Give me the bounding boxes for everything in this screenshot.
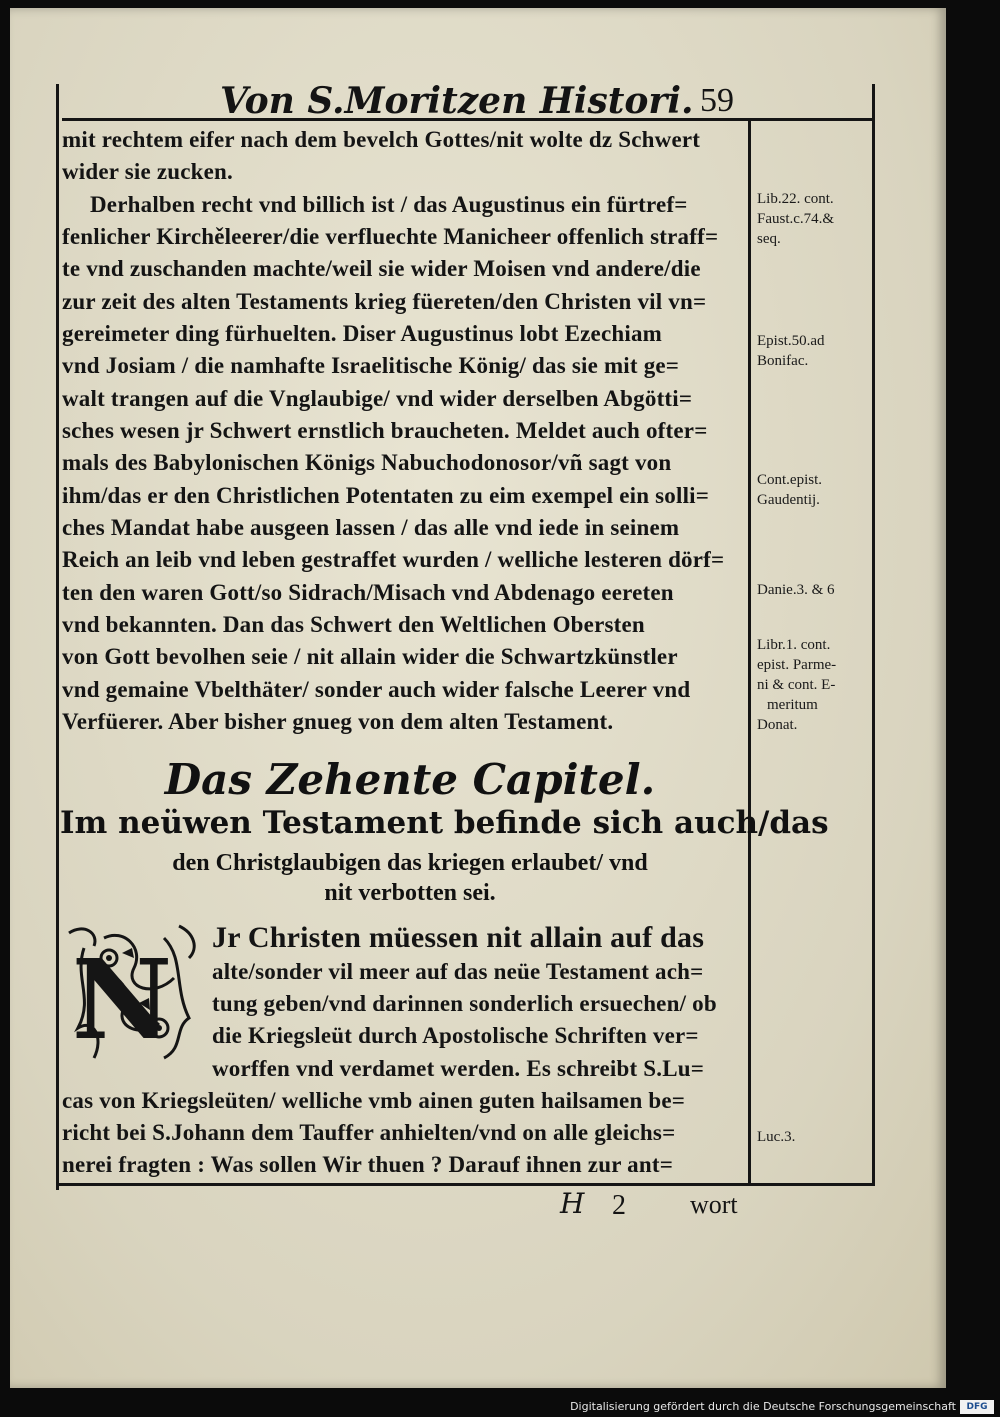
marginal-note-line: ni & cont. E- [757,677,836,693]
chapter-title: Das Zehente Capitel. [164,755,656,804]
signature-number: 2 [612,1190,626,1221]
text-line: Verfüerer. Aber bisher gnueg von dem alten Testament. [62,709,614,734]
marginal-note [757,580,877,600]
marginal-note [757,189,877,249]
text-line: sches wesen jr Schwert ernstlich braucheten. Meldet auch ofter= [62,418,708,443]
page-number: 59 [700,82,734,119]
text-line: fenlicher Kirchěleerer/die verfluechte Manicheer offenlich straff= [62,224,719,249]
marginal-note [757,470,877,510]
text-line: worffen vnd verdamet werden. Es schreibt S.Lu= [212,1056,705,1081]
marginal-note-line: seq. [757,231,781,247]
marginal-note-line: Lib.22. cont. [757,191,834,207]
catchword: wort [690,1190,738,1219]
text-line: vnd gemaine Vbelthäter/ sonder auch wider falsche Leerer vnd [62,677,691,702]
text-line: te vnd zuschanden machte/weil sie wider Moisen vnd andere/die [62,256,701,281]
text-line: ches Mandat habe ausgeen lassen / das alle vnd iede in seinem [62,515,680,540]
text-line: walt trangen auf die Vnglaubige/ vnd wider derselben Abgötti= [62,386,693,411]
text-line: Derhalben recht vnd billich ist / das Augustinus ein fürtref= [90,192,688,217]
marginal-note-line: Cont.epist. [757,472,823,488]
chapter-subtitle-line: nit verbotten sei. [324,880,496,906]
text-line: zur zeit des alten Testaments krieg füereten/den Christen vil vn= [62,289,707,314]
marginal-note-line: meritum [767,697,818,713]
text-line: cas von Kriegsleüten/ welliche vmb ainen guten hailsamen be= [62,1088,686,1113]
digitization-credit: Digitalisierung gefördert durch die Deutsche Forschungsgemeinschaft [570,1400,956,1413]
text-line: richt bei S.Johann dem Tauffer anhielten/vnd on alle gleichs= [62,1120,676,1145]
text-line: die Kriegsleüt durch Apostolische Schriften ver= [212,1023,699,1048]
decorated-initial [64,918,204,1068]
text-line: tung geben/vnd darinnen sonderlich ersuechen/ ob [212,991,717,1016]
marginal-note-line: Donat. [757,717,798,733]
marginal-note-line: Bonifac. [757,353,809,369]
signature-mark: H [560,1187,585,1220]
marginal-note [757,331,877,371]
marginal-note-line: Epist.50.ad [757,333,825,349]
dfg-logo-icon: DFG [960,1400,994,1414]
marginal-note-line: Luc.3. [757,1129,796,1145]
marginal-note [757,1127,877,1147]
running-title: Von S.Moritzen Histori. [220,80,694,122]
text-line: alte/sonder vil meer auf das neüe Testament ach= [212,959,704,984]
text-line: gereimeter ding fürhuelten. Diser Augustinus lobt Ezechiam [62,321,663,346]
frame-left-rule [56,84,59,1190]
marginal-note [757,635,877,735]
text-line: mit rechtem eifer nach dem bevelch Gottes/nit wolte dz Schwert [62,127,701,152]
marginal-note-line: Gaudentij. [757,492,820,508]
text-line: vnd Josiam / die namhafte Israelitische König/ das sie mit ge= [62,353,680,378]
marginal-note-line: Libr.1. cont. [757,637,831,653]
text-line: vnd bekannten. Dan das Schwert den Weltlichen Obersten [62,612,645,637]
ornament-initial-icon [64,918,204,1068]
text-line: von Gott bevolhen seie / nit allain wider die Schwartzkünstler [62,644,678,669]
initial-letter: N [71,935,173,1064]
marginal-note-line: Faust.c.74.& [757,211,835,227]
chapter-subtitle-line: den Christglaubigen das kriegen erlaubet/ vnd [172,850,648,876]
frame-bottom-rule [58,1183,875,1186]
frame-header-right-rule [872,84,875,120]
text-line: nerei fragten : Was sollen Wir thuen ? Darauf ihnen zur ant= [62,1152,674,1177]
text-line: ten den waren Gott/so Sidrach/Misach vnd Abdenago eereten [62,580,674,605]
text-line: wider sie zucken. [62,159,233,184]
chapter-subtitle-line: Im neüwen Testament befinde sich auch/das [60,805,829,841]
text-line: ihm/das er den Christlichen Potentaten zu eim exempel ein solli= [62,483,710,508]
text-line: Reich an leib vnd leben gestraffet wurden / welliche lesteren dörf= [62,547,725,572]
text-line: mals des Babylonischen Königs Nabuchodonosor/vñ sagt von [62,450,672,475]
text-line: Jr Christen müessen nit allain auf das [212,921,705,954]
marginal-note-line: epist. Parme- [757,657,837,673]
frame-column-rule [748,118,751,1186]
marginal-note-line: Danie.3. & 6 [757,582,835,598]
frame-header-left-rule [56,84,59,120]
